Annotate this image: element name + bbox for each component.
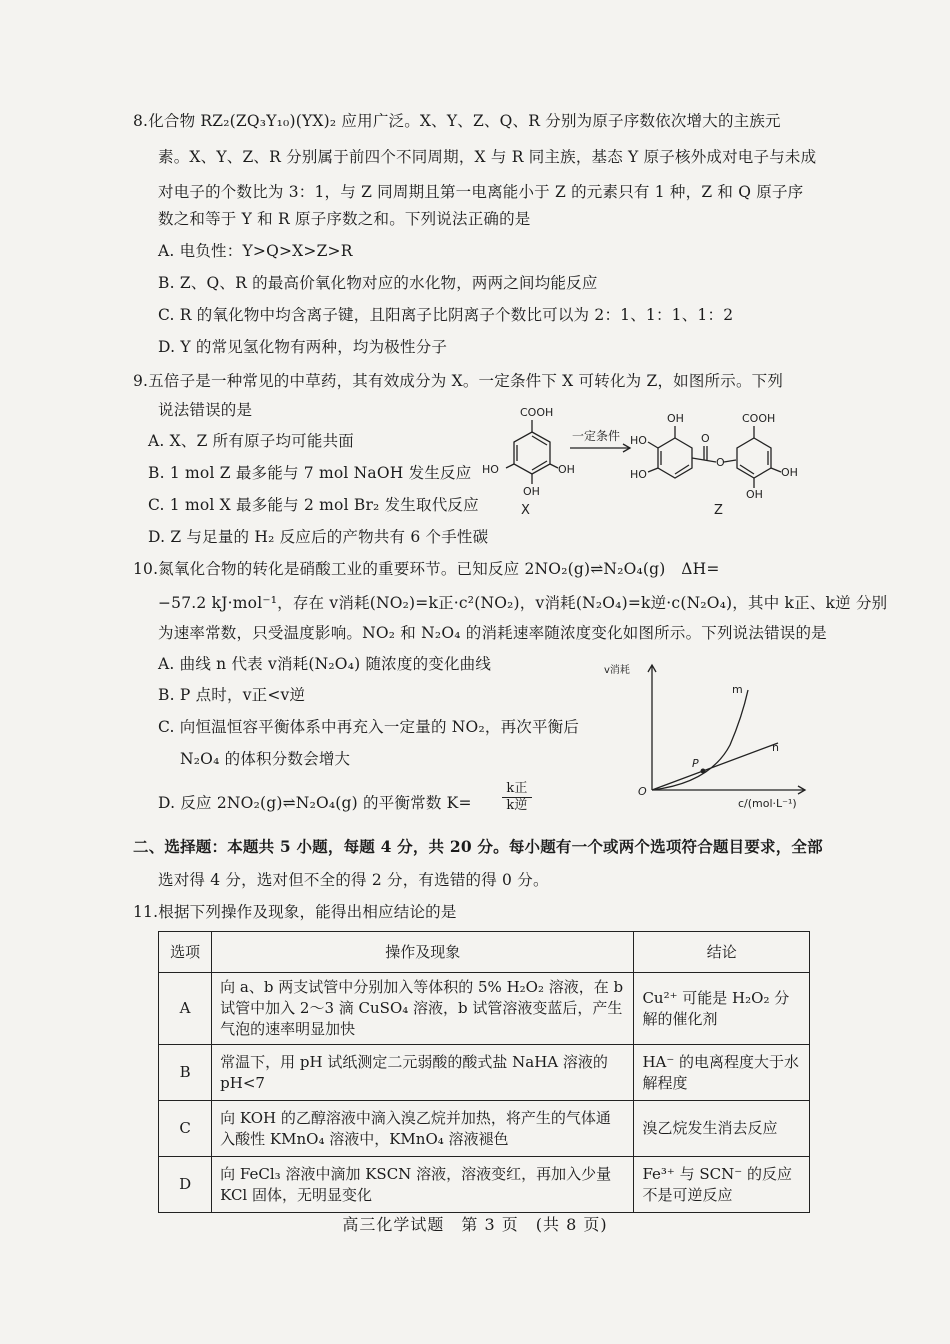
q10-stem-line-2: −57.2 kJ·mol⁻¹，存在 v消耗(NO₂)=k正·c²(NO₂)，v消耗(N₂O₄)=k逆·c(N₂O₄)，其中 k正、k逆 分别 [158, 594, 888, 612]
x-oh-right-label: OH [558, 463, 575, 476]
table-row [159, 1101, 810, 1157]
q8-option-a: A. 电负性：Y>Q>X>Z>R [158, 242, 353, 260]
q11-table [158, 931, 810, 1213]
label-x: X [521, 503, 530, 518]
label-z: Z [714, 503, 723, 518]
q10-option-b: B. P 点时，v正<v逆 [158, 686, 306, 704]
q8-stem-line-1: 8.化合物 RZ₂(ZQ₃Y₁₀)(YX)₂ 应用广泛。X、Y、Z、Q、R 分别为原子序数依次增大的主族元 [133, 112, 781, 130]
rate-concentration-graph [600, 655, 820, 815]
curve-m [652, 690, 748, 790]
z-ester-o-label: O [716, 456, 725, 469]
q10-stem-line-3: 为速率常数，只受温度影响。NO₂ 和 N₂O₄ 的消耗速率随浓度变化如图所示。下列说法错误的是 [158, 624, 827, 642]
q10-option-c-continued: N₂O₄ 的体积分数会增大 [180, 750, 351, 768]
q10-option-c: C. 向恒温恒容平衡体系中再充入一定量的 NO₂，再次平衡后 [158, 718, 580, 736]
row-operation: 向 a、b 两支试管中分别加入等体积的 5% H₂O₂ 溶液，在 b 试管中加入 2～3 滴 CuSO₄ 溶液，b 试管溶液变蓝后，产生气泡的速率明显加快 [212, 973, 634, 1045]
q8-option-d: D. Y 的常见氢化物有两种，均为极性分子 [158, 338, 448, 356]
row-operation: 向 KOH 的乙醇溶液中滴入溴乙烷并加热，将产生的气体通入酸性 KMnO₄ 溶液中，KMnO₄ 溶液褪色 [212, 1101, 634, 1157]
row-conclusion: Fe³⁺ 与 SCN⁻ 的反应不是可逆反应 [634, 1157, 810, 1213]
header-conclusion: 结论 [634, 932, 810, 973]
section-2-line-1: 二、选择题：本题共 5 小题，每题 4 分，共 20 分。每小题有一个或两个选项符合题目要求，全部 [133, 837, 823, 856]
curve-n [652, 743, 778, 790]
z-ho-lower-label: HO [630, 468, 647, 481]
q9-option-c: C. 1 mol X 最多能与 2 mol Br₂ 发生取代反应 [148, 496, 479, 514]
row-option: D [159, 1157, 212, 1213]
graph-origin: O [638, 785, 647, 798]
header-option: 选项 [159, 932, 212, 973]
reaction-scheme [470, 400, 810, 525]
row-operation: 常温下，用 pH 试纸测定二元弱酸的酸式盐 NaHA 溶液的 pH<7 [212, 1045, 634, 1101]
q8-stem-line-4: 数之和等于 Y 和 R 原子序数之和。下列说法正确的是 [158, 210, 531, 228]
table-row [159, 1157, 810, 1213]
row-conclusion: HA⁻ 的电离程度大于水解程度 [634, 1045, 810, 1101]
q8-stem-line-2: 素。X、Y、Z、R 分别属于前四个不同周期，X 与 R 同主族，基态 Y 原子核外成对电子与未成 [158, 148, 817, 166]
row-conclusion: Cu²⁺ 可能是 H₂O₂ 分解的催化剂 [634, 973, 810, 1045]
q10-stem-line-1: 10.氮氧化合物的转化是硝酸工业的重要环节。已知反应 2NO₂(g)⇌N₂O₄(g) ΔH= [133, 560, 720, 578]
header-operation: 操作及现象 [212, 932, 634, 973]
k-numerator: k正 [502, 781, 532, 798]
point-p-label: P [692, 757, 699, 770]
k-fraction [502, 781, 532, 814]
row-option: C [159, 1101, 212, 1157]
z-ho-upper-label: HO [630, 434, 647, 447]
graph-x-label: c/(mol·L⁻¹) [738, 797, 797, 810]
q10-option-d: D. 反应 2NO₂(g)⇌N₂O₄(g) 的平衡常数 K= [158, 794, 472, 812]
z-oh-top-label: OH [667, 412, 684, 425]
q8-stem-line-3: 对电子的个数比为 3：1，与 Z 同周期且第一电离能小于 Z 的元素只有 1 种，Z 和 Q 原子序 [158, 183, 804, 201]
q9-option-d: D. Z 与足量的 H₂ 反应后的产物共有 6 个手性碳 [148, 528, 489, 546]
table-header-row [159, 932, 810, 973]
graph-y-label: v消耗 [604, 665, 630, 676]
x-oh-bottom-label: OH [523, 485, 540, 498]
curve-m-label: m [732, 683, 743, 696]
row-option: A [159, 973, 212, 1045]
q9-option-b: B. 1 mol Z 最多能与 7 mol NaOH 发生反应 [148, 464, 472, 482]
row-operation: 向 FeCl₃ 溶液中滴加 KSCN 溶液，溶液变红，再加入少量 KCl 固体，无明显变化 [212, 1157, 634, 1213]
point-p [701, 769, 706, 774]
q11-stem: 11.根据下列操作及现象，能得出相应结论的是 [133, 903, 457, 921]
z-cooh-label: COOH [742, 412, 776, 425]
table-row [159, 973, 810, 1045]
x-ho-left-label: HO [482, 463, 499, 476]
reaction-condition: 一定条件 [572, 429, 621, 443]
row-option: B [159, 1045, 212, 1101]
q10-option-a: A. 曲线 n 代表 v消耗(N₂O₄) 随浓度的变化曲线 [158, 655, 492, 673]
x-cooh-label: COOH [520, 406, 554, 419]
q9-stem-line-2: 说法错误的是 [158, 401, 253, 419]
table-row [159, 1045, 810, 1101]
row-conclusion: 溴乙烷发生消去反应 [634, 1101, 810, 1157]
q8-option-b: B. Z、Q、R 的最高价氧化物对应的水化物，两两之间均能反应 [158, 274, 598, 292]
q9-stem-line-1: 9.五倍子是一种常见的中草药，其有效成分为 X。一定条件下 X 可转化为 Z，如图所示。下列 [133, 372, 784, 390]
q8-option-c: C. R 的氧化物中均含离子键，且阳离子比阴离子个数比可以为 2：1、1：1、1：2 [158, 306, 734, 324]
z-left-ring [658, 438, 692, 478]
z-oh-right-label: OH [781, 466, 798, 479]
curve-n-label: n [772, 741, 779, 754]
x-benzene-ring [514, 432, 550, 474]
z-oh-bottom-label: OH [746, 488, 763, 501]
section-2-line-2: 选对得 4 分，选对但不全的得 2 分，有选错的得 0 分。 [158, 871, 549, 889]
k-denominator: k逆 [506, 798, 528, 813]
page-footer: 高三化学试题 第 3 页 (共 8 页) [342, 1215, 608, 1234]
z-right-ring [737, 438, 771, 478]
q9-option-a: A. X、Z 所有原子均可能共面 [148, 432, 354, 450]
z-carbonyl-o-label: O [701, 432, 710, 445]
